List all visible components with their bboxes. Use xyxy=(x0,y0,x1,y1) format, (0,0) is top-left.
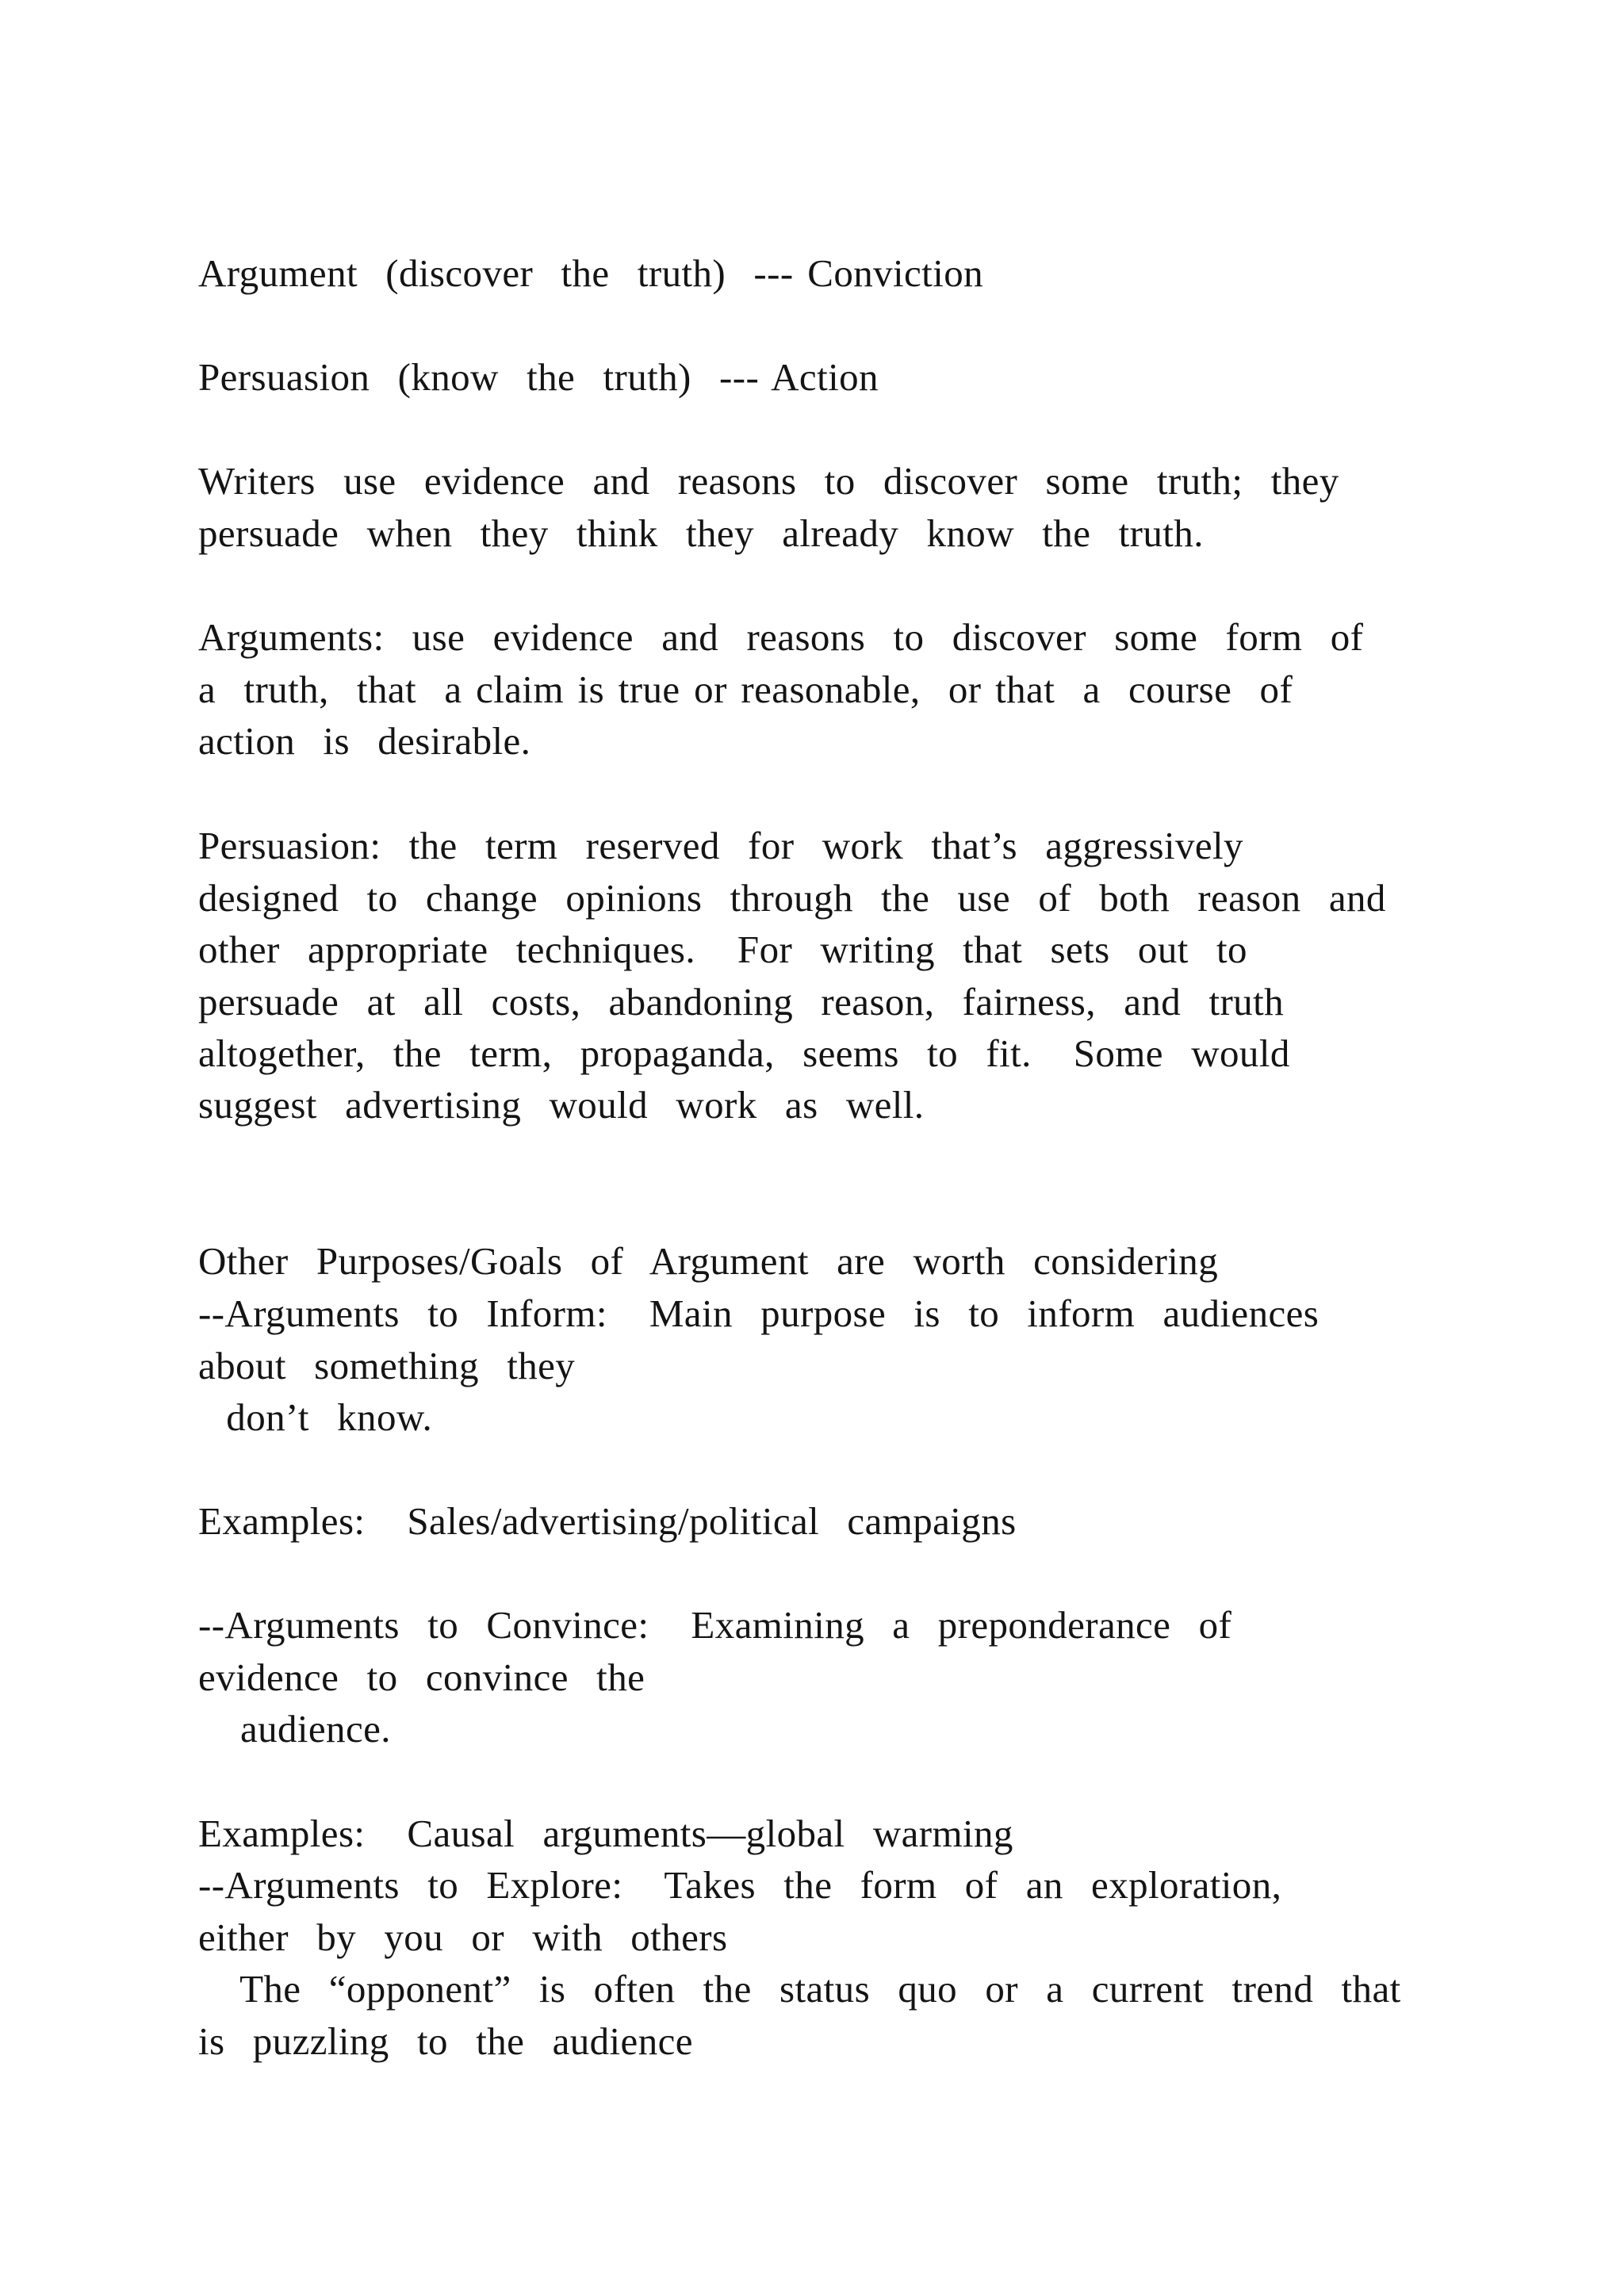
text-line: Persuasion: the term reserved for work that’s aggressively xyxy=(198,824,1243,867)
text-line: Persuasion (know the truth) --- Action xyxy=(198,355,879,399)
text-line: --Arguments to Explore: Takes the form of an exploration, xyxy=(198,1863,1282,1907)
text-line: Other Purposes/Goals of Argument are worth considering xyxy=(198,1239,1219,1283)
text-line: other appropriate techniques. For writing that sets out to xyxy=(198,928,1247,971)
text-line: action is desirable. xyxy=(198,719,531,763)
text-line: altogether, the term, propaganda, seems to fit. Some would xyxy=(198,1031,1290,1075)
text-line: suggest advertising would work as well. xyxy=(198,1083,925,1127)
text-line: either by you or with others xyxy=(198,1915,728,1959)
text-line: evidence to convince the xyxy=(198,1655,645,1699)
text-line: Arguments: use evidence and reasons to discover some form of xyxy=(198,615,1364,659)
text-line: designed to change opinions through the use of both reason and xyxy=(198,876,1386,920)
text-line: don’t know. xyxy=(198,1395,433,1439)
text-line: Argument (discover the truth) --- Conviction xyxy=(198,251,984,295)
text-line: persuade at all costs, abandoning reason, fairness, and truth xyxy=(198,980,1284,1024)
text-line: --Arguments to Inform: Main purpose is to inform audiences xyxy=(198,1292,1320,1335)
text-line: is puzzling to the audience xyxy=(198,2019,693,2063)
text-line: about something they xyxy=(198,1344,576,1387)
text-line: Examples: Sales/advertising/political campaigns xyxy=(198,1499,1017,1543)
text-line: --Arguments to Convince: Examining a preponderance of xyxy=(198,1603,1232,1647)
text-line: Examples: Causal arguments—global warming xyxy=(198,1812,1013,1855)
text-line: audience. xyxy=(198,1707,391,1751)
text-line: a truth, that a claim is true or reasonable, or that a course of xyxy=(198,668,1293,711)
text-line: Writers use evidence and reasons to discover some truth; they xyxy=(198,459,1339,503)
text-line: The “opponent” is often the status quo or a current trend that xyxy=(198,1967,1401,2011)
text-line: persuade when they think they already know the truth. xyxy=(198,511,1204,555)
